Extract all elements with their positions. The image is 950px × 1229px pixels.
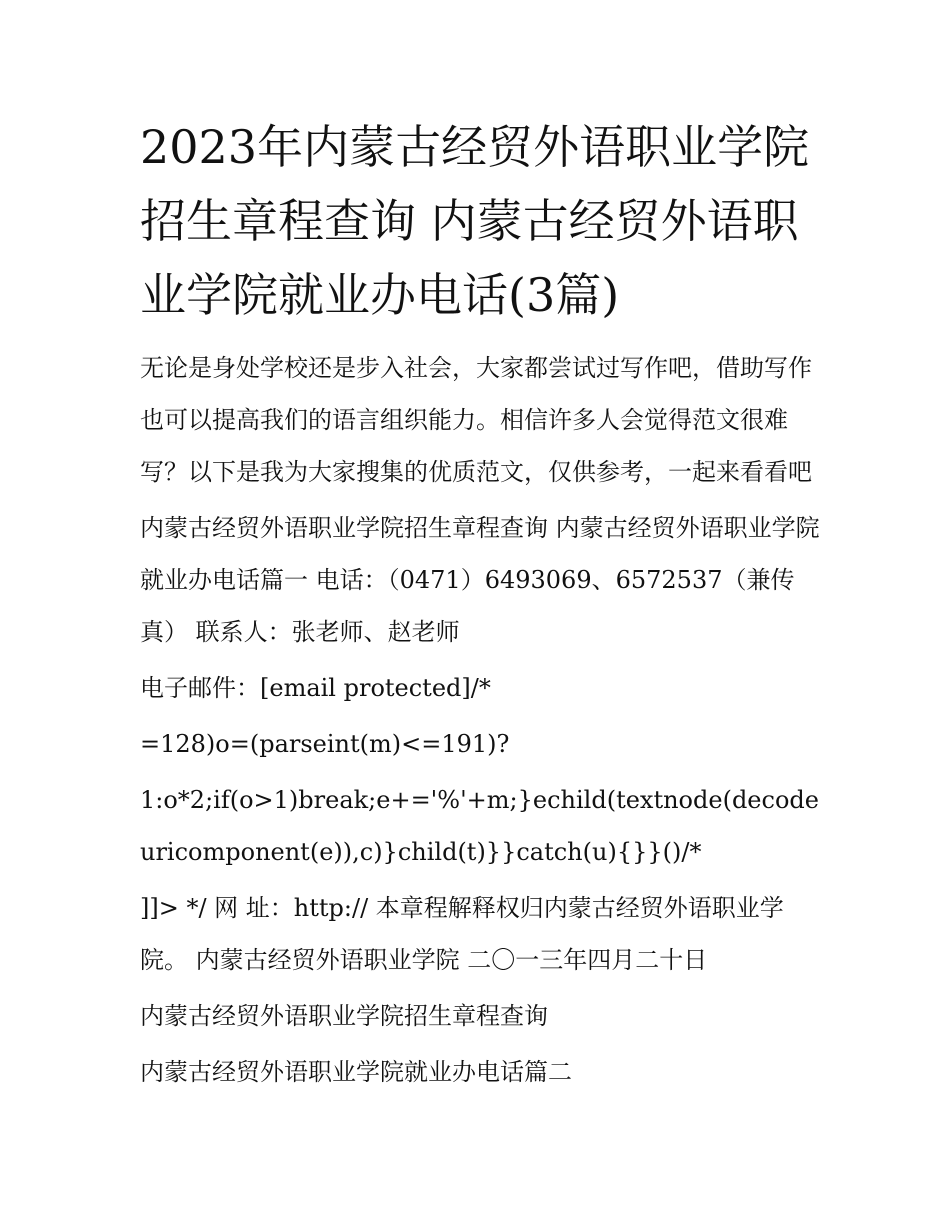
code-fragment-1: =128)o=(parseint(m)<=191)? xyxy=(140,730,510,758)
section-heading-2: 内蒙古经贸外语职业学院就业办电话篇二 xyxy=(140,1058,572,1086)
code-fragment-2: 1:o*2;if(o>1)break;e+='%'+m;}echild(textnode(decodeuricomponent(e)),c)}child(t)}}catch(u){}}()/* xyxy=(140,786,819,866)
document-page xyxy=(140,110,820,1102)
website-paragraph: ]]> */ 网 址：http:// 本章程解释权归内蒙古经贸外语职业学院。 内蒙古经贸外语职业学院 二〇一三年四月二十日 xyxy=(140,894,784,974)
email-paragraph: 电子邮件：[email protected]/* xyxy=(140,674,491,702)
section-heading-1: 内蒙古经贸外语职业学院招生章程查询 xyxy=(140,1002,548,1030)
document-title: 2023年内蒙古经贸外语职业学院招生章程查询 内蒙古经贸外语职业学院就业办电话(3篇) xyxy=(140,120,810,322)
intro-paragraph: 无论是身处学校还是步入社会，大家都尝试过写作吧，借助写作也可以提高我们的语言组织能力。相信许多人会觉得范文很难写？以下是我为大家搜集的优质范文，仅供参考，一起来看看吧 xyxy=(140,354,812,486)
contact-paragraph: 内蒙古经贸外语职业学院招生章程查询 内蒙古经贸外语职业学院就业办电话篇一 电话：（0471）6493069、6572537（兼传真） 联系人：张老师、赵老师 xyxy=(140,514,820,646)
